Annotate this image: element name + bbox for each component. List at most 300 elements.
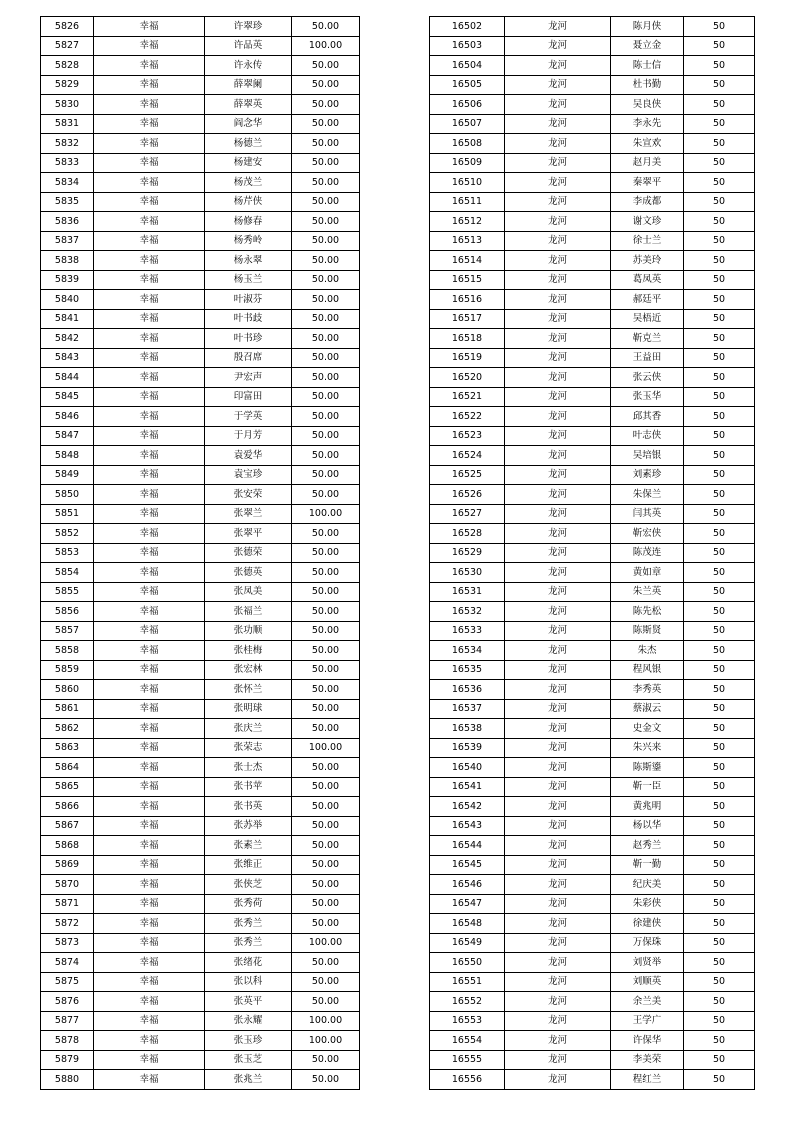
id-cell: 16516 — [430, 290, 505, 310]
amount-cell: 50.00 — [292, 758, 360, 778]
id-cell: 5832 — [41, 134, 94, 154]
name-cell: 张玉珍 — [205, 1031, 292, 1051]
table-row — [41, 543, 360, 563]
id-cell: 16539 — [430, 738, 505, 758]
table-row — [430, 504, 755, 524]
table-row — [41, 231, 360, 251]
village-cell: 幸福 — [94, 1070, 205, 1090]
name-cell: 苏美玲 — [611, 251, 684, 271]
table-row — [41, 836, 360, 856]
id-cell: 5868 — [41, 836, 94, 856]
amount-cell: 50 — [684, 407, 755, 427]
name-cell: 朱宣欢 — [611, 134, 684, 154]
table-row — [430, 621, 755, 641]
name-cell: 许品英 — [205, 36, 292, 56]
amount-cell: 50.00 — [292, 387, 360, 407]
id-cell: 16502 — [430, 17, 505, 37]
amount-cell: 50.00 — [292, 329, 360, 349]
village-cell: 龙河 — [505, 719, 611, 739]
village-cell: 龙河 — [505, 875, 611, 895]
table-row — [430, 543, 755, 563]
name-cell: 殷召席 — [205, 348, 292, 368]
table-row — [430, 738, 755, 758]
table-row — [430, 348, 755, 368]
village-cell: 龙河 — [505, 933, 611, 953]
village-cell: 幸福 — [94, 446, 205, 466]
amount-cell: 50.00 — [292, 797, 360, 817]
id-cell: 5866 — [41, 797, 94, 817]
amount-cell: 50.00 — [292, 348, 360, 368]
name-cell: 王学广 — [611, 1011, 684, 1031]
name-cell: 许永传 — [205, 56, 292, 76]
table-row — [41, 972, 360, 992]
village-cell: 幸福 — [94, 485, 205, 505]
id-cell: 16517 — [430, 309, 505, 329]
id-cell: 5871 — [41, 894, 94, 914]
table-row — [430, 309, 755, 329]
village-cell: 龙河 — [505, 153, 611, 173]
name-cell: 李永先 — [611, 114, 684, 134]
amount-cell: 50 — [684, 563, 755, 583]
name-cell: 张维正 — [205, 855, 292, 875]
amount-cell: 50 — [684, 212, 755, 232]
amount-cell: 50 — [684, 1031, 755, 1051]
table-row — [41, 719, 360, 739]
id-cell: 5844 — [41, 368, 94, 388]
amount-cell: 50 — [684, 485, 755, 505]
village-cell: 幸福 — [94, 563, 205, 583]
name-cell: 张翠兰 — [205, 504, 292, 524]
id-cell: 16544 — [430, 836, 505, 856]
village-cell: 龙河 — [505, 621, 611, 641]
village-cell: 龙河 — [505, 797, 611, 817]
table-row — [430, 251, 755, 271]
table-row — [430, 992, 755, 1012]
id-cell: 16507 — [430, 114, 505, 134]
id-cell: 16513 — [430, 231, 505, 251]
name-cell: 张德英 — [205, 563, 292, 583]
name-cell: 程风银 — [611, 660, 684, 680]
table-row — [41, 465, 360, 485]
table-row — [430, 719, 755, 739]
village-cell: 龙河 — [505, 329, 611, 349]
amount-cell: 50 — [684, 95, 755, 115]
table-row — [430, 465, 755, 485]
name-cell: 陈士信 — [611, 56, 684, 76]
name-cell: 张以科 — [205, 972, 292, 992]
village-cell: 龙河 — [505, 602, 611, 622]
village-cell: 幸福 — [94, 1050, 205, 1070]
amount-cell: 50.00 — [292, 953, 360, 973]
id-cell: 5838 — [41, 251, 94, 271]
amount-cell: 50.00 — [292, 543, 360, 563]
amount-cell: 50.00 — [292, 816, 360, 836]
village-cell: 幸福 — [94, 407, 205, 427]
village-cell: 龙河 — [505, 1070, 611, 1090]
amount-cell: 50 — [684, 153, 755, 173]
table-row — [430, 914, 755, 934]
name-cell: 叶淑芬 — [205, 290, 292, 310]
name-cell: 刘贤举 — [611, 953, 684, 973]
amount-cell: 50 — [684, 816, 755, 836]
village-cell: 幸福 — [94, 153, 205, 173]
amount-cell: 50.00 — [292, 719, 360, 739]
id-cell: 16546 — [430, 875, 505, 895]
amount-cell: 50 — [684, 660, 755, 680]
amount-cell: 50 — [684, 582, 755, 602]
amount-cell: 50 — [684, 134, 755, 154]
id-cell: 5833 — [41, 153, 94, 173]
amount-cell: 50 — [684, 621, 755, 641]
id-cell: 5851 — [41, 504, 94, 524]
name-cell: 袁爱华 — [205, 446, 292, 466]
name-cell: 邱其香 — [611, 407, 684, 427]
name-cell: 葛凤英 — [611, 270, 684, 290]
id-cell: 5875 — [41, 972, 94, 992]
amount-cell: 50 — [684, 914, 755, 934]
left-table-body — [41, 17, 360, 1090]
table-row — [430, 680, 755, 700]
table-row — [430, 153, 755, 173]
village-cell: 幸福 — [94, 56, 205, 76]
id-cell: 16533 — [430, 621, 505, 641]
amount-cell: 50 — [684, 992, 755, 1012]
table-row — [430, 894, 755, 914]
table-row — [41, 173, 360, 193]
village-cell: 幸福 — [94, 875, 205, 895]
id-cell: 5853 — [41, 543, 94, 563]
amount-cell: 50.00 — [292, 407, 360, 427]
name-cell: 杨永翠 — [205, 251, 292, 271]
amount-cell: 50 — [684, 1050, 755, 1070]
amount-cell: 50.00 — [292, 231, 360, 251]
id-cell: 16532 — [430, 602, 505, 622]
table-row — [430, 777, 755, 797]
name-cell: 聂立金 — [611, 36, 684, 56]
village-cell: 龙河 — [505, 290, 611, 310]
amount-cell: 50 — [684, 173, 755, 193]
village-cell: 龙河 — [505, 95, 611, 115]
table-row — [41, 17, 360, 37]
id-cell: 16551 — [430, 972, 505, 992]
village-cell: 幸福 — [94, 17, 205, 37]
id-cell: 16523 — [430, 426, 505, 446]
table-row — [41, 485, 360, 505]
name-cell: 杨芹侠 — [205, 192, 292, 212]
table-row — [41, 953, 360, 973]
id-cell: 16527 — [430, 504, 505, 524]
name-cell: 杨玉兰 — [205, 270, 292, 290]
village-cell: 龙河 — [505, 504, 611, 524]
table-row — [41, 270, 360, 290]
village-cell: 龙河 — [505, 855, 611, 875]
name-cell: 张庆兰 — [205, 719, 292, 739]
amount-cell: 50 — [684, 524, 755, 544]
village-cell: 龙河 — [505, 309, 611, 329]
table-row — [430, 875, 755, 895]
id-cell: 5862 — [41, 719, 94, 739]
name-cell: 谢文珍 — [611, 212, 684, 232]
village-cell: 幸福 — [94, 602, 205, 622]
table-row — [430, 641, 755, 661]
table-row — [430, 563, 755, 583]
table-row — [430, 660, 755, 680]
amount-cell: 50.00 — [292, 524, 360, 544]
id-cell: 16545 — [430, 855, 505, 875]
amount-cell: 50.00 — [292, 95, 360, 115]
id-cell: 5828 — [41, 56, 94, 76]
name-cell: 靳一勤 — [611, 855, 684, 875]
amount-cell: 100.00 — [292, 1031, 360, 1051]
id-cell: 5864 — [41, 758, 94, 778]
table-row — [41, 387, 360, 407]
amount-cell: 50.00 — [292, 251, 360, 271]
name-cell: 朱兴来 — [611, 738, 684, 758]
village-cell: 龙河 — [505, 465, 611, 485]
id-cell: 5841 — [41, 309, 94, 329]
name-cell: 张功顺 — [205, 621, 292, 641]
village-cell: 幸福 — [94, 777, 205, 797]
village-cell: 龙河 — [505, 75, 611, 95]
id-cell: 16535 — [430, 660, 505, 680]
id-cell: 16556 — [430, 1070, 505, 1090]
id-cell: 5880 — [41, 1070, 94, 1090]
village-cell: 龙河 — [505, 680, 611, 700]
table-row — [41, 75, 360, 95]
village-cell: 龙河 — [505, 738, 611, 758]
id-cell: 16509 — [430, 153, 505, 173]
amount-cell: 50.00 — [292, 894, 360, 914]
table-row — [41, 56, 360, 76]
name-cell: 张玉华 — [611, 387, 684, 407]
village-cell: 幸福 — [94, 173, 205, 193]
amount-cell: 50.00 — [292, 212, 360, 232]
amount-cell: 50 — [684, 368, 755, 388]
id-cell: 16520 — [430, 368, 505, 388]
table-row — [41, 875, 360, 895]
village-cell: 幸福 — [94, 797, 205, 817]
name-cell: 刘素珍 — [611, 465, 684, 485]
name-cell: 薛翠英 — [205, 95, 292, 115]
village-cell: 幸福 — [94, 270, 205, 290]
id-cell: 5857 — [41, 621, 94, 641]
amount-cell: 50.00 — [292, 114, 360, 134]
name-cell: 朱保兰 — [611, 485, 684, 505]
village-cell: 幸福 — [94, 582, 205, 602]
table-row — [41, 816, 360, 836]
id-cell: 16506 — [430, 95, 505, 115]
id-cell: 16549 — [430, 933, 505, 953]
amount-cell: 50.00 — [292, 368, 360, 388]
id-cell: 16537 — [430, 699, 505, 719]
village-cell: 幸福 — [94, 719, 205, 739]
id-cell: 16538 — [430, 719, 505, 739]
name-cell: 靳宏侠 — [611, 524, 684, 544]
village-cell: 幸福 — [94, 426, 205, 446]
id-cell: 16510 — [430, 173, 505, 193]
name-cell: 陈先松 — [611, 602, 684, 622]
name-cell: 尹宏声 — [205, 368, 292, 388]
village-cell: 龙河 — [505, 992, 611, 1012]
name-cell: 李美荣 — [611, 1050, 684, 1070]
id-cell: 16518 — [430, 329, 505, 349]
amount-cell: 50.00 — [292, 777, 360, 797]
id-cell: 5830 — [41, 95, 94, 115]
id-cell: 5858 — [41, 641, 94, 661]
name-cell: 刘顺英 — [611, 972, 684, 992]
amount-cell: 50.00 — [292, 75, 360, 95]
name-cell: 张英平 — [205, 992, 292, 1012]
amount-cell: 50 — [684, 251, 755, 271]
name-cell: 张素兰 — [205, 836, 292, 856]
name-cell: 张绪花 — [205, 953, 292, 973]
village-cell: 龙河 — [505, 816, 611, 836]
id-cell: 5843 — [41, 348, 94, 368]
village-cell: 龙河 — [505, 387, 611, 407]
amount-cell: 50.00 — [292, 621, 360, 641]
table-row — [41, 992, 360, 1012]
name-cell: 程红兰 — [611, 1070, 684, 1090]
name-cell: 杜书勤 — [611, 75, 684, 95]
table-row — [430, 134, 755, 154]
village-cell: 幸福 — [94, 816, 205, 836]
id-cell: 5840 — [41, 290, 94, 310]
amount-cell: 50.00 — [292, 270, 360, 290]
id-cell: 16536 — [430, 680, 505, 700]
id-cell: 5842 — [41, 329, 94, 349]
amount-cell: 50.00 — [292, 563, 360, 583]
table-row — [430, 602, 755, 622]
id-cell: 5835 — [41, 192, 94, 212]
id-cell: 5867 — [41, 816, 94, 836]
amount-cell: 50 — [684, 699, 755, 719]
id-cell: 16519 — [430, 348, 505, 368]
table-row — [430, 75, 755, 95]
id-cell: 5879 — [41, 1050, 94, 1070]
name-cell: 史金文 — [611, 719, 684, 739]
id-cell: 5863 — [41, 738, 94, 758]
amount-cell: 50 — [684, 75, 755, 95]
name-cell: 张明球 — [205, 699, 292, 719]
amount-cell: 50 — [684, 894, 755, 914]
table-row — [430, 270, 755, 290]
name-cell: 陈茂连 — [611, 543, 684, 563]
id-cell: 5848 — [41, 446, 94, 466]
table-row — [41, 914, 360, 934]
table-row — [430, 114, 755, 134]
id-cell: 16553 — [430, 1011, 505, 1031]
village-cell: 龙河 — [505, 914, 611, 934]
amount-cell: 50 — [684, 114, 755, 134]
id-cell: 5846 — [41, 407, 94, 427]
village-cell: 龙河 — [505, 563, 611, 583]
name-cell: 袁宝珍 — [205, 465, 292, 485]
name-cell: 张云侠 — [611, 368, 684, 388]
name-cell: 阎念华 — [205, 114, 292, 134]
amount-cell: 50 — [684, 192, 755, 212]
village-cell: 幸福 — [94, 992, 205, 1012]
amount-cell: 50.00 — [292, 1050, 360, 1070]
name-cell: 纪庆美 — [611, 875, 684, 895]
id-cell: 16547 — [430, 894, 505, 914]
table-row — [430, 953, 755, 973]
name-cell: 杨修春 — [205, 212, 292, 232]
village-cell: 幸福 — [94, 192, 205, 212]
amount-cell: 50 — [684, 777, 755, 797]
amount-cell: 50 — [684, 504, 755, 524]
village-cell: 龙河 — [505, 36, 611, 56]
village-cell: 龙河 — [505, 231, 611, 251]
village-cell: 龙河 — [505, 426, 611, 446]
name-cell: 黄如章 — [611, 563, 684, 583]
id-cell: 16530 — [430, 563, 505, 583]
name-cell: 张士杰 — [205, 758, 292, 778]
id-cell: 5850 — [41, 485, 94, 505]
village-cell: 龙河 — [505, 641, 611, 661]
amount-cell: 50 — [684, 309, 755, 329]
table-row — [430, 1031, 755, 1051]
name-cell: 杨秀岭 — [205, 231, 292, 251]
table-row — [41, 114, 360, 134]
name-cell: 陈月侠 — [611, 17, 684, 37]
table-row — [41, 699, 360, 719]
id-cell: 5872 — [41, 914, 94, 934]
village-cell: 龙河 — [505, 407, 611, 427]
village-cell: 龙河 — [505, 368, 611, 388]
village-cell: 幸福 — [94, 309, 205, 329]
table-row — [41, 95, 360, 115]
name-cell: 张书英 — [205, 797, 292, 817]
village-cell: 龙河 — [505, 972, 611, 992]
name-cell: 秦翠平 — [611, 173, 684, 193]
name-cell: 印富田 — [205, 387, 292, 407]
name-cell: 张秀兰 — [205, 914, 292, 934]
name-cell: 王益田 — [611, 348, 684, 368]
amount-cell: 50 — [684, 855, 755, 875]
table-row — [41, 1011, 360, 1031]
table-row — [430, 855, 755, 875]
village-cell: 幸福 — [94, 953, 205, 973]
amount-cell: 50 — [684, 348, 755, 368]
amount-cell: 50 — [684, 933, 755, 953]
table-row — [41, 602, 360, 622]
table-row — [41, 933, 360, 953]
amount-cell: 50.00 — [292, 446, 360, 466]
table-row — [430, 816, 755, 836]
table-row — [430, 933, 755, 953]
amount-cell: 50.00 — [292, 699, 360, 719]
id-cell: 16541 — [430, 777, 505, 797]
name-cell: 许保华 — [611, 1031, 684, 1051]
table-row — [41, 426, 360, 446]
name-cell: 万保珠 — [611, 933, 684, 953]
name-cell: 李成都 — [611, 192, 684, 212]
id-cell: 5845 — [41, 387, 94, 407]
name-cell: 张侠芝 — [205, 875, 292, 895]
name-cell: 张宏林 — [205, 660, 292, 680]
table-row — [41, 153, 360, 173]
id-cell: 16521 — [430, 387, 505, 407]
village-cell: 幸福 — [94, 114, 205, 134]
name-cell: 张怀兰 — [205, 680, 292, 700]
table-row — [430, 426, 755, 446]
village-cell: 龙河 — [505, 543, 611, 563]
id-cell: 5860 — [41, 680, 94, 700]
name-cell: 杨建安 — [205, 153, 292, 173]
amount-cell: 50.00 — [292, 914, 360, 934]
amount-cell: 50 — [684, 953, 755, 973]
table-row — [430, 524, 755, 544]
